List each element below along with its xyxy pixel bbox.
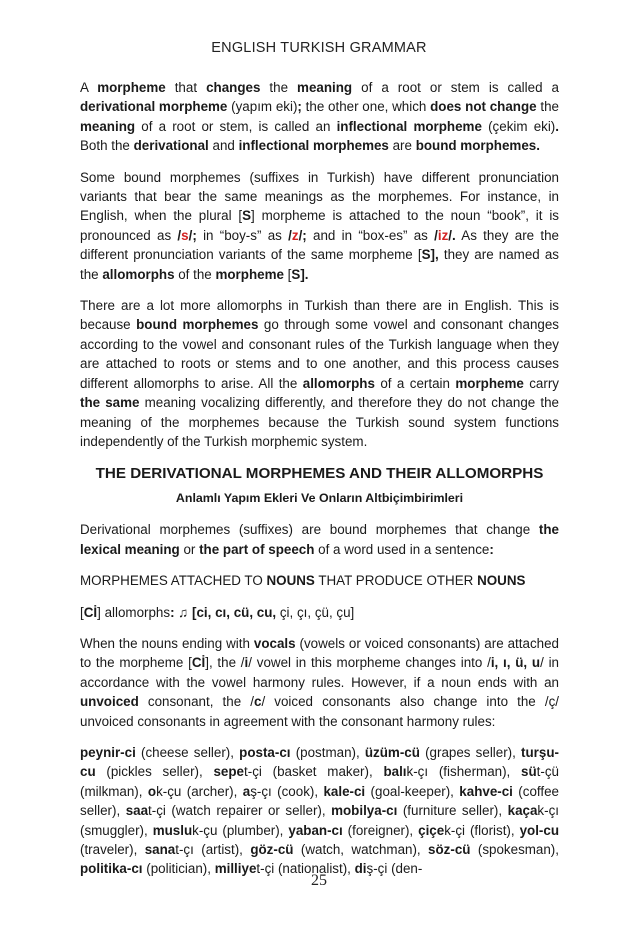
text-run: / in accordance with the vowel harmony rules. However, if a noun ends with an [80, 655, 559, 690]
bold-text-run: morpheme [455, 375, 524, 391]
bold-text-run: inflectional morphemes [238, 138, 389, 154]
running-header: ENGLISH TURKISH GRAMMAR [211, 40, 427, 56]
text-run: (foreigner), [342, 822, 419, 838]
text-run: When the nouns ending with [80, 635, 254, 651]
bold-text-run: /; [188, 227, 197, 243]
text-run: (postman), [290, 744, 365, 760]
bold-text-run: allomorphs [102, 266, 175, 282]
bold-text-run: posta-cı [239, 744, 291, 760]
text-run: k-çı (smuggler), [80, 803, 559, 838]
text-run: t-çı (artist), [175, 842, 251, 857]
bold-text-run: vocals [253, 635, 296, 651]
bold-text-run: Cİ [83, 604, 98, 620]
text-run: the [536, 99, 559, 115]
paragraph-derivational-definition [80, 520, 559, 559]
text-run: / vowel in this morpheme changes into / [248, 655, 491, 671]
bold-text-run: z [291, 227, 299, 243]
text-run: (coffee seller), [80, 783, 559, 819]
text-run: (grapes seller), [419, 744, 522, 760]
bold-text-run: / [177, 227, 182, 243]
text-run: ş-çı (cook), [250, 783, 324, 799]
bold-text-run: i, ı, ü, u [490, 655, 541, 671]
bold-text-run: söz-cü [428, 842, 471, 857]
bold-text-run: NOUNS [266, 573, 315, 589]
bold-text-run: meaning [297, 80, 353, 95]
text-run: (çekim eki) [481, 118, 556, 134]
bold-text-run: kahve-ci [459, 783, 513, 799]
text-run: t-çi (basket maker), [244, 764, 384, 780]
text-run: Some bound morphemes (suffixes in Turkish) have different pronunciation variants that bear the same meanings as the morphemes. For instance, in English, when the plural [ [80, 169, 559, 224]
bold-text-run: Cİ [191, 655, 206, 671]
bold-text-run: a [242, 783, 251, 799]
bold-text-run: göz-cü [250, 842, 294, 857]
bold-text-run: kale-ci [323, 783, 366, 799]
text-run: (spokesman), [470, 842, 559, 857]
bold-text-run: o [147, 783, 157, 799]
text-run: consonant, the / [138, 694, 254, 710]
text-run: k-çu (archer), [156, 783, 243, 799]
bold-text-run: bound morphemes [136, 317, 259, 333]
bold-text-run: /; [298, 227, 307, 243]
paragraph-allomorph-intro [80, 168, 559, 284]
bold-text-run: mobilya-cı [331, 803, 398, 819]
text-run: k-çi (florist), [444, 822, 520, 838]
text-run: go through some vowel and consonant changes according to the vowel and consonant rules of the Turkish language when they are attached to roots or stems and to one another, and this process causes different allomorphs to arise. All the [80, 317, 559, 391]
bold-text-run: the lexical meaning [80, 522, 559, 557]
bold-text-run: turşu-cu [80, 744, 559, 780]
bold-text-run: iz [437, 227, 449, 243]
bold-text-run: ; [297, 99, 302, 115]
text-run: of a certain [374, 375, 456, 391]
bold-text-run: üzüm-cü [364, 744, 420, 760]
bold-text-run: meaning [80, 118, 136, 134]
bold-text-run: : [489, 541, 494, 557]
text-run: (politician), [142, 861, 215, 877]
bold-text-run: muslu [152, 822, 193, 838]
bold-text-run: NOUNS [477, 573, 526, 589]
bold-text-run: morpheme [215, 266, 284, 282]
text-run: the other one, which [301, 99, 431, 115]
bold-text-run: changes [206, 80, 261, 95]
bold-text-run: S [421, 247, 431, 263]
text-run: (cheese seller), [135, 744, 240, 760]
bold-text-run: S [291, 266, 301, 282]
text-run: of a word used in a sentence [314, 541, 490, 557]
bold-text-run: kaça [507, 803, 538, 819]
page-body [80, 78, 559, 891]
bold-text-run: inflectional morpheme [336, 118, 482, 134]
text-run: (furniture seller), [397, 803, 508, 819]
page-number: 25 [311, 872, 327, 889]
text-run: in “boy-s” as [196, 227, 289, 243]
text-run: (goal-keeper), [365, 783, 460, 799]
text-run: and in “box-es” as [306, 227, 435, 243]
text-run: (traveler), [80, 842, 145, 857]
allomorphs-line [80, 603, 559, 622]
text-run: k-çu (plumber), [192, 822, 289, 838]
text-run: Derivational morphemes (suffixes) are bound morphemes that change [80, 522, 539, 538]
paragraph-vowel-harmony [80, 634, 559, 731]
text-run: ], the / [205, 655, 245, 671]
bold-text-run: / [288, 227, 292, 243]
bold-text-run: çiçe [418, 822, 445, 838]
bold-text-run: yol-cu [519, 822, 560, 838]
text-run: ] morpheme is attached to the noun “book”, it is pronounced as [80, 208, 559, 243]
text-run: çi, çı, çü, çu] [276, 604, 355, 620]
bold-text-run: politika-cı [80, 861, 143, 877]
bold-text-run: sü [521, 764, 537, 780]
text-run: or [179, 541, 200, 557]
text-run: (watch, watchman), [293, 842, 429, 857]
text-run: of a root or stem is called a [352, 80, 559, 95]
bold-text-run: derivational [133, 138, 209, 154]
text-run: There are a lot more allomorphs in Turkish than there are in English. This is because [80, 298, 559, 333]
bold-text-run: unvoiced [80, 694, 139, 710]
text-run: carry [523, 375, 559, 391]
bold-text-run: s [181, 227, 189, 243]
bold-text-run: : ♫ [ci, cı, cü, cu, [170, 604, 277, 620]
paragraph-examples [80, 743, 559, 879]
text-run: that [165, 80, 207, 95]
text-run: meaning vocalizing differently, and therefore they do not change the meaning of the morphemes because the Turkish sound system functions independently of the Turkish morphemic system. [80, 395, 559, 449]
bold-text-run: ]. [300, 266, 309, 282]
text-run: and [208, 138, 239, 154]
text-run: / voiced consonants also change into the /ç/ unvoiced consonants in agreement with the consonant harmony rules: [80, 694, 560, 729]
text-run: Both the [80, 138, 134, 154]
bold-text-run: di [354, 861, 367, 877]
bold-text-run: morpheme [97, 80, 166, 95]
paragraph-morpheme-definition [80, 78, 559, 156]
bold-text-run: the part of speech [199, 541, 315, 557]
text-run: (pickles seller), [95, 764, 214, 780]
morphemes-heading-line [80, 571, 559, 590]
bold-text-run: . [555, 118, 560, 134]
text-run: t-çi (nationalist), [256, 861, 355, 877]
bold-text-run: bound morphemes. [415, 138, 540, 154]
text-run: of a root or stem, is called an [135, 118, 337, 134]
bold-text-run: yaban-cı [288, 822, 343, 838]
bold-text-run: c [253, 694, 262, 710]
text-run: A [80, 80, 98, 95]
bold-text-run: balı [383, 764, 407, 780]
text-run: t-çi (watch repairer or seller), [148, 803, 332, 819]
text-run: ş-çi (den- [366, 861, 423, 877]
text-run: the [260, 80, 298, 95]
bold-text-run: allomorphs [302, 375, 375, 391]
bold-text-run: i [244, 655, 249, 671]
bold-text-run: the same [80, 395, 140, 411]
bold-text-run: /. [448, 227, 456, 243]
text-run: As they are the different pronunciation variants of the same morpheme [ [80, 227, 559, 263]
text-run: are [388, 138, 416, 154]
text-run: k-çı (fisherman), [406, 764, 522, 780]
bold-text-run: / [434, 227, 438, 243]
text-run: they are named as the [80, 247, 559, 282]
bold-text-run: ], [430, 247, 439, 263]
bold-text-run: saa [125, 803, 149, 819]
text-run: t-çü (milkman), [80, 764, 559, 799]
text-run: ] allomorphs [97, 604, 171, 620]
text-run: of the [174, 266, 216, 282]
paragraph-turkish-allomorphs [80, 296, 559, 451]
bold-text-run: milliye [214, 861, 257, 877]
section-subtitle: Anlamlı Yapım Ekleri Ve Onların Altbiçimbirimleri [175, 491, 464, 506]
bold-text-run: S [242, 208, 252, 224]
section-title: THE DERIVATIONAL MORPHEMES AND THEIR ALLOMORPHS [95, 465, 544, 483]
text-run: MORPHEMES ATTACHED TO [80, 573, 267, 589]
bold-text-run: sana [144, 842, 176, 857]
bold-text-run: derivational morpheme [80, 99, 228, 115]
text-run: [ [80, 604, 84, 620]
text-run: [ [283, 266, 292, 282]
text-run: (yapım eki) [227, 99, 298, 115]
text-run: THAT PRODUCE OTHER [314, 573, 478, 589]
bold-text-run: peynir-ci [80, 744, 136, 760]
text-run: (vowels or voiced consonants) are attached to the morpheme [ [80, 635, 559, 671]
bold-text-run: does not change [430, 99, 537, 115]
bold-text-run: sepe [213, 764, 245, 780]
